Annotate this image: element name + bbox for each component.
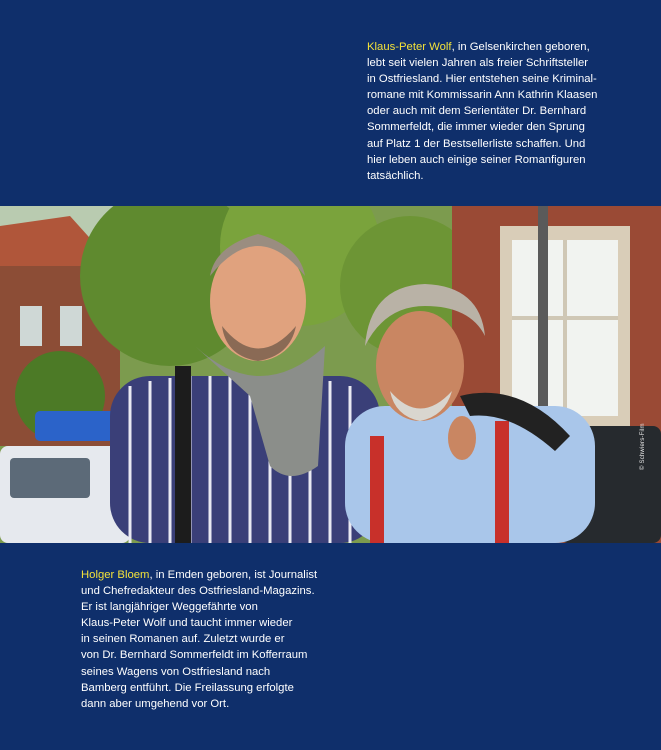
bio-line: tatsächlich. <box>367 169 424 182</box>
bio-line: auf Platz 1 der Bestsellerliste schaffen. Und <box>367 137 586 150</box>
bio-line: seines Wagens von Ostfriesland nach <box>81 665 271 678</box>
author-bio-holger-bloem <box>81 567 343 712</box>
bio-line: in seinen Romanen auf. Zuletzt wurde er <box>81 633 285 646</box>
author-name: Holger Bloem <box>81 569 150 581</box>
bio-line: von Dr. Bernhard Sommerfeldt im Kofferraum <box>81 649 308 662</box>
bio-line: romane mit Kommissarin Ann Kathrin Klaasen <box>367 89 598 102</box>
bio-line: Klaus-Peter Wolf, in Gelsenkirchen geboren, <box>367 41 590 53</box>
author-bio-klaus-peter-wolf <box>367 39 629 184</box>
bio-line: hier leben auch einige seiner Romanfiguren <box>367 153 586 166</box>
bio-line: in Ostfriesland. Hier entstehen seine Kriminal- <box>367 73 597 86</box>
bio-line: dann aber umgehend vor Ort. <box>81 697 230 710</box>
author-name: Klaus-Peter Wolf <box>367 41 452 53</box>
bio-line: und Chefredakteur des Ostfriesland-Magazins. <box>81 585 315 598</box>
bio-line: oder auch mit dem Serientäter Dr. Bernhard <box>367 105 587 118</box>
bio-line: Klaus-Peter Wolf und taucht immer wieder <box>81 617 293 630</box>
photo-credit: © Schwiers-Film <box>640 423 646 470</box>
author-photo <box>0 206 661 543</box>
bio-line: Er ist langjähriger Weggefährte von <box>81 601 258 614</box>
bio-line: Bamberg entführt. Die Freilassung erfolgte <box>81 681 294 694</box>
bio-line: Sommerfeldt, die immer wieder den Sprung <box>367 121 585 134</box>
bio-line: lebt seit vielen Jahren als freier Schriftsteller <box>367 57 589 70</box>
bio-line: Holger Bloem, in Emden geboren, ist Journalist <box>81 569 318 581</box>
